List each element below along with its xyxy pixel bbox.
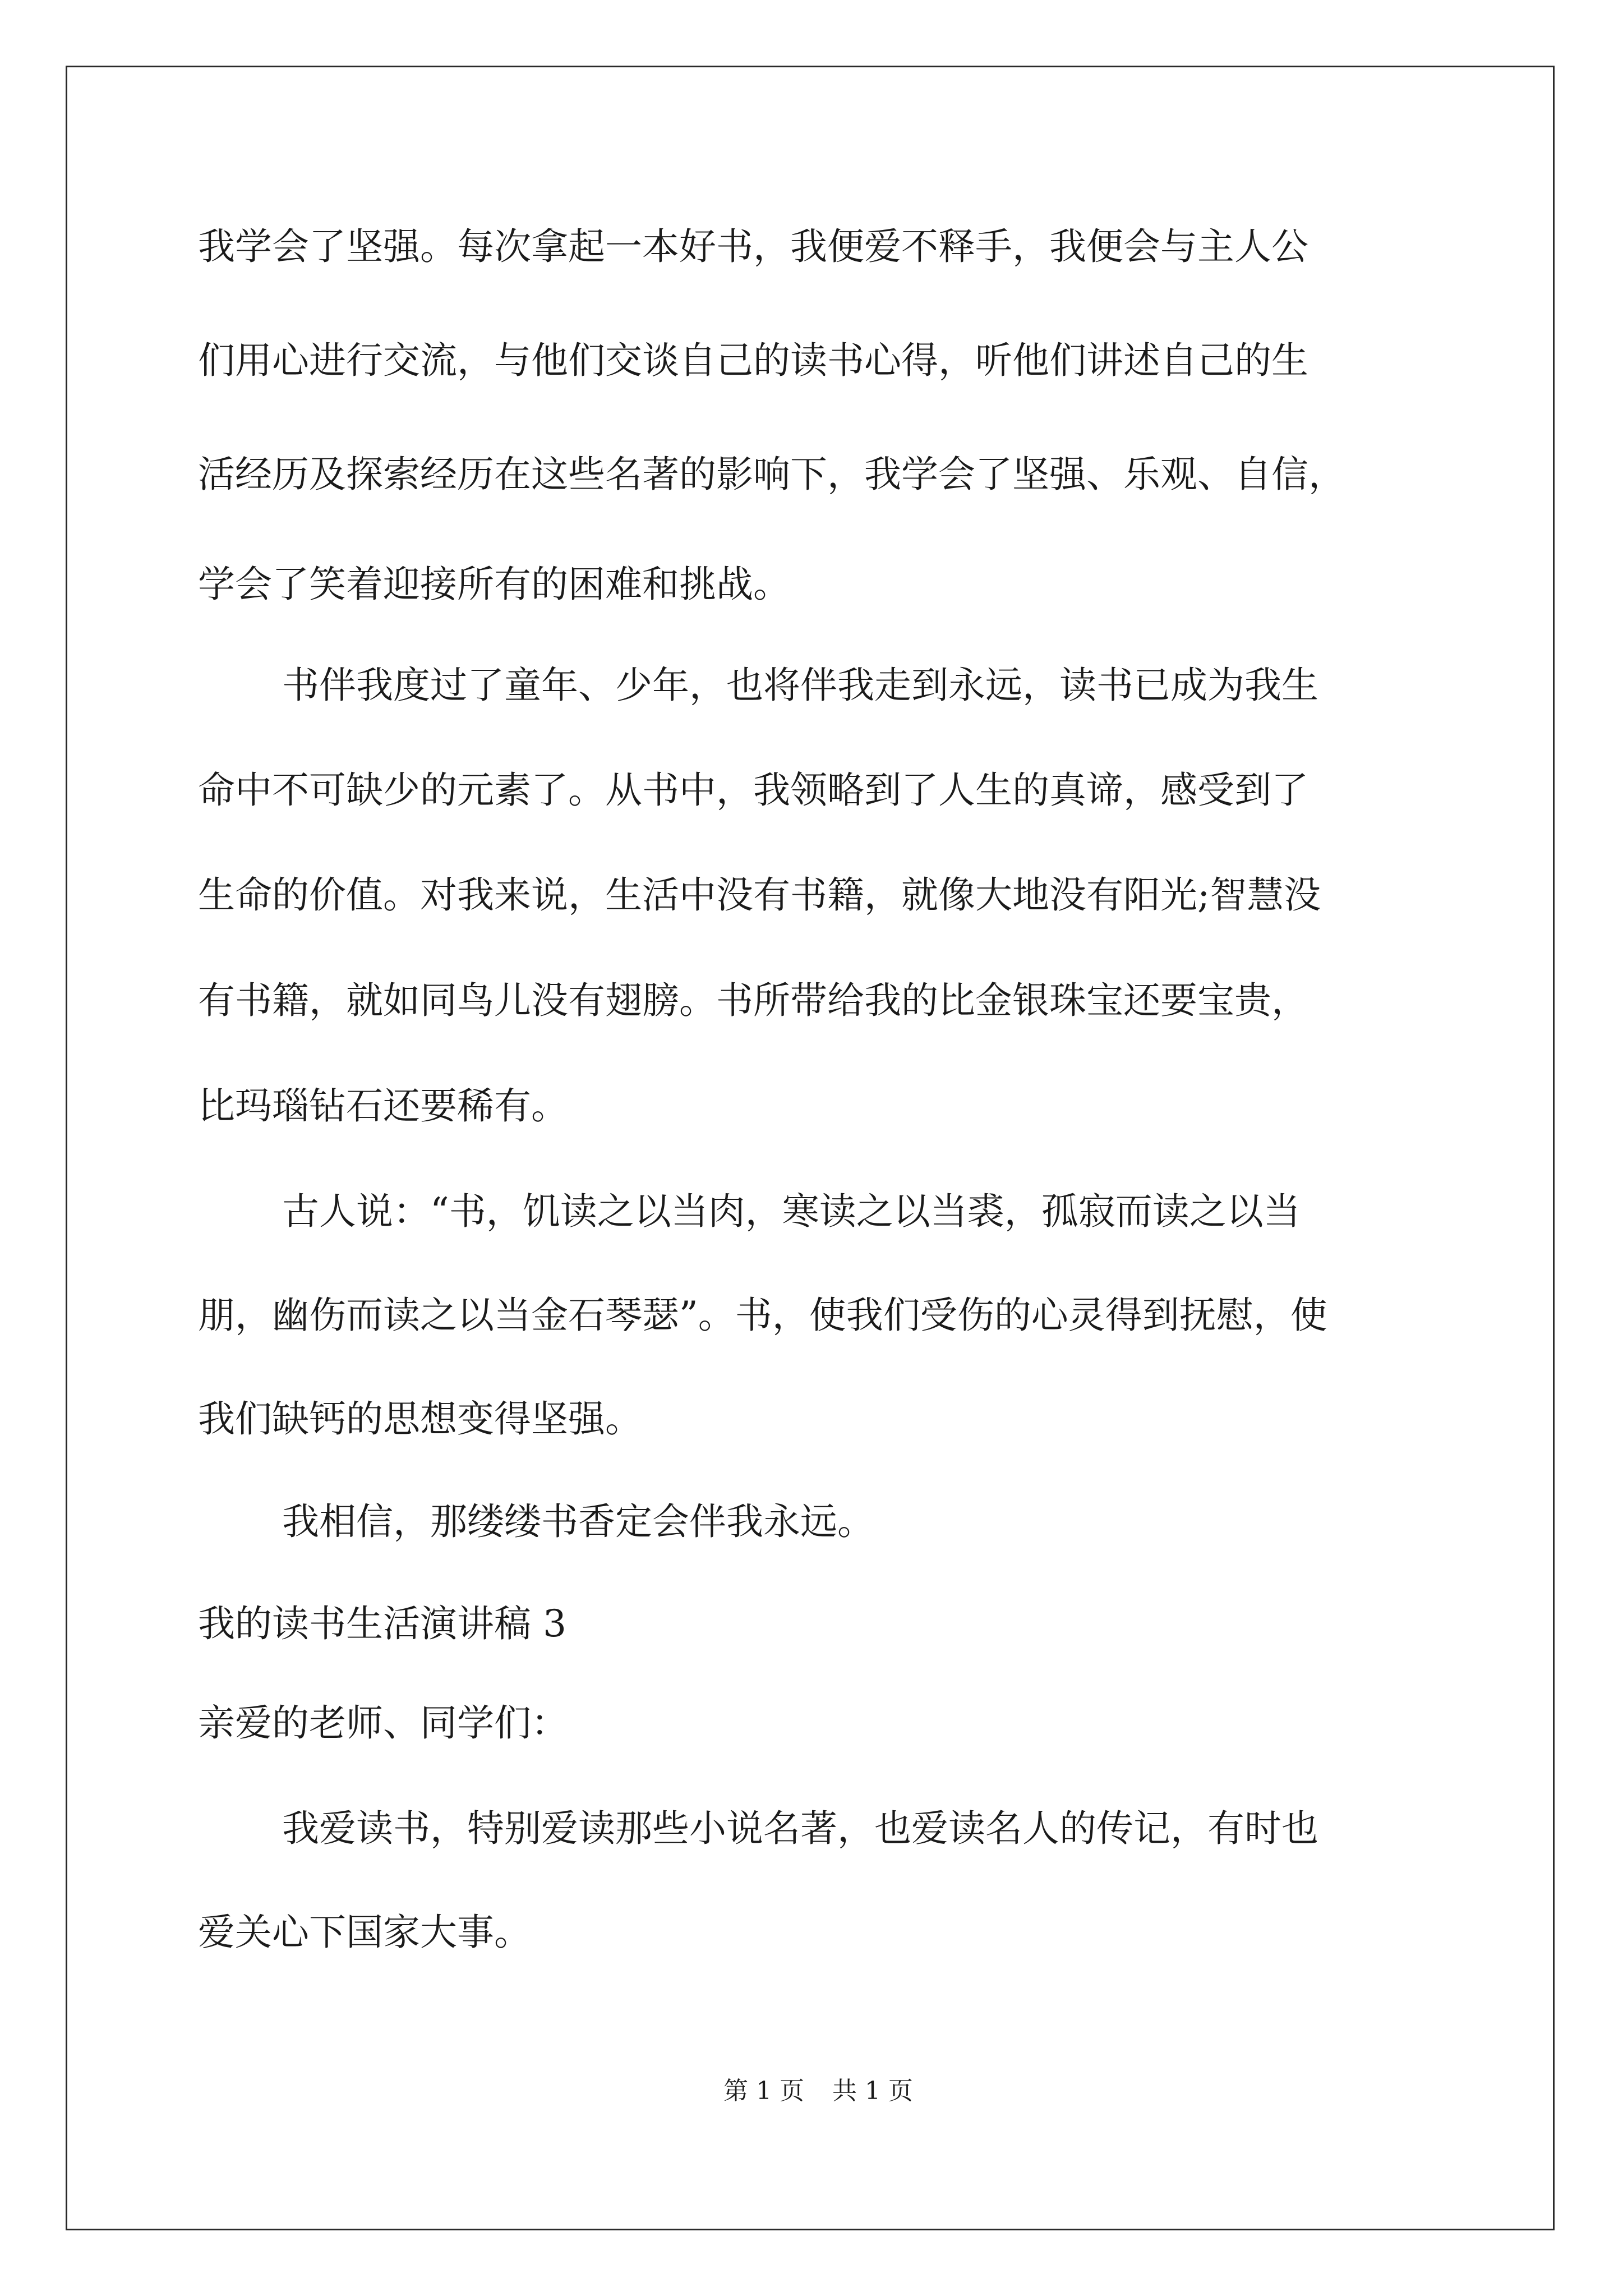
text-line: 朋，幽伤而读之以当金石琴瑟”。书，使我们受伤的心灵得到抚慰，使 — [198, 1294, 1327, 1337]
salutation: 亲爱的老师、同学们： — [198, 1701, 568, 1745]
text-line: 学会了笑着迎接所有的困难和挑战。 — [198, 563, 790, 606]
text-line: 我爱读书，特别爱读那些小说名著，也爱读名人的传记，有时也 — [282, 1807, 1318, 1850]
text-line: 我学会了坚强。每次拿起一本好书，我便爱不释手，我便会与主人公 — [198, 225, 1308, 268]
section-heading: 我的读书生活演讲稿 3 — [198, 1602, 566, 1645]
text-line: 有书籍，就如同鸟儿没有翅膀。书所带给我的比金银珠宝还要宝贵， — [198, 979, 1308, 1022]
text-line: 爱关心下国家大事。 — [198, 1911, 531, 1954]
text-line: 我们缺钙的思想变得坚强。 — [198, 1397, 642, 1441]
page-footer — [723, 2077, 913, 2106]
page-number: 第 1 页 — [723, 2077, 804, 2105]
text-line: 命中不可缺少的元素了。从书中，我领略到了人生的真谛，感受到了 — [198, 769, 1308, 812]
text-line: 我相信，那缕缕书香定会伴我永远。 — [282, 1500, 874, 1543]
text-line: 古人说：“书，饥读之以当肉，寒读之以当裘，孤寂而读之以当 — [282, 1190, 1301, 1233]
page-border — [66, 66, 1555, 2230]
text-line: 活经历及探索经历在这些名著的影响下，我学会了坚强、乐观、自信， — [198, 453, 1345, 496]
text-line: 们用心进行交流，与他们交谈自己的读书心得，听他们讲述自己的生 — [198, 339, 1308, 382]
page-total: 共 1 页 — [832, 2077, 913, 2105]
text-line: 生命的价值。对我来说，生活中没有书籍，就像大地没有阳光;智慧没 — [198, 873, 1321, 917]
text-line: 书伴我度过了童年、少年，也将伴我走到永远，读书已成为我生 — [282, 664, 1318, 707]
text-line: 比玛瑙钻石还要稀有。 — [198, 1084, 568, 1128]
